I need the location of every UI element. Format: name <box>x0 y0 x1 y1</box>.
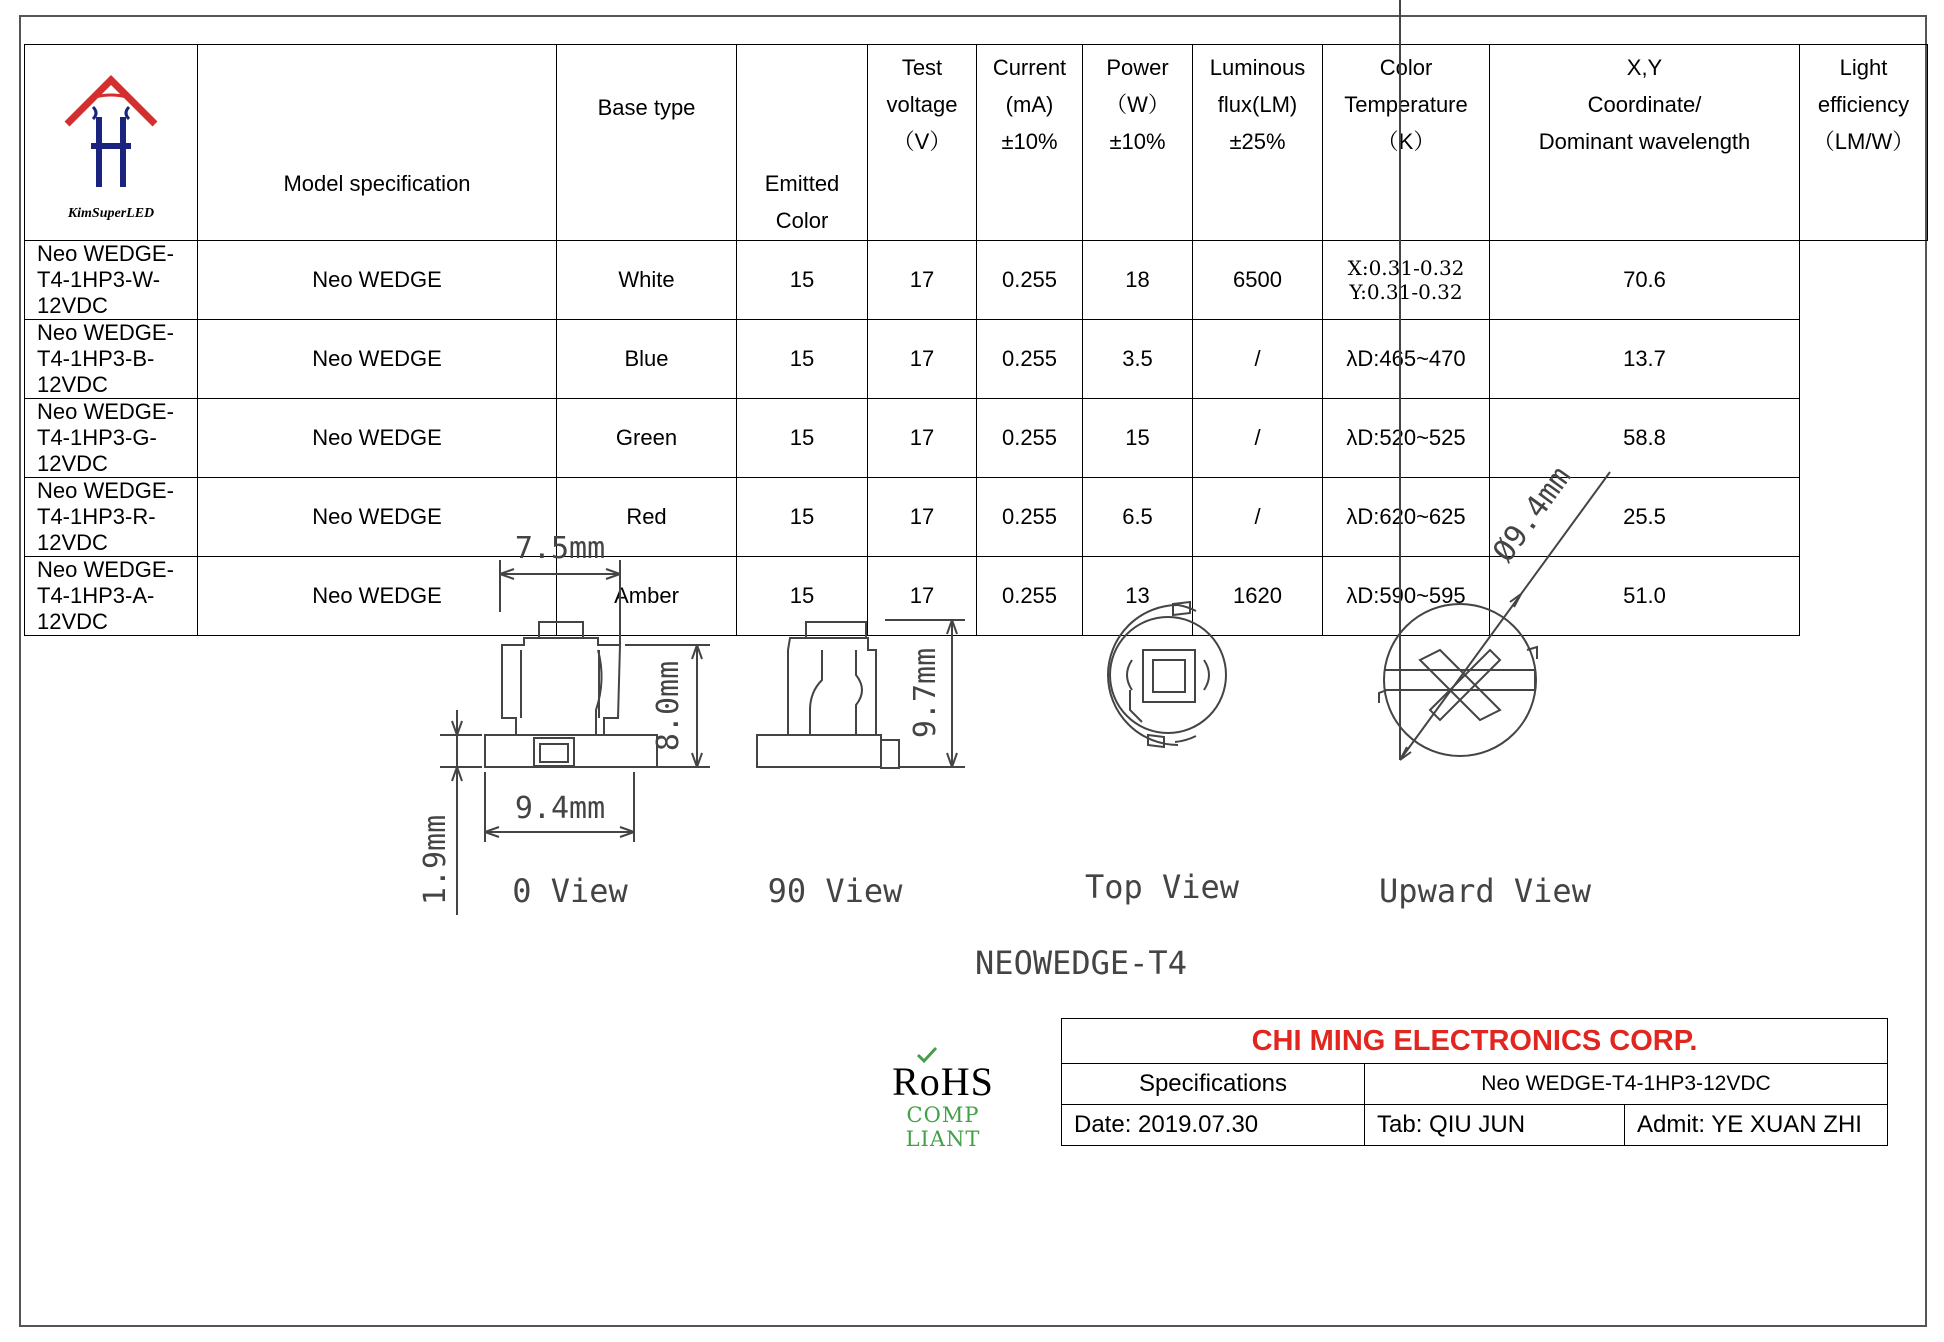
cell-xy: λD:465~470 <box>1323 320 1490 399</box>
dim-height-90-label: 9.7mm <box>908 647 943 739</box>
cell-color: Blue <box>557 320 737 399</box>
dim-diameter-label: Ø9.4mm <box>1486 460 1579 569</box>
top-view-drawing <box>1108 602 1226 747</box>
header-color: Emitted Color <box>737 45 868 241</box>
header-xy: X,Y Coordinate/ Dominant wavelength <box>1490 45 1800 241</box>
header-voltage: Test voltage （V） <box>868 45 977 241</box>
header-efficiency: Light efficiency （LM/W） <box>1800 45 1928 241</box>
header-base: Base type <box>557 45 737 241</box>
dim-base-height-label: 1.9mm <box>418 814 453 906</box>
cell-color: White <box>557 241 737 320</box>
cell-base: Neo WEDGE <box>198 478 557 557</box>
admit-field: Admit: YE XUAN ZHI <box>1625 1105 1888 1146</box>
cell-base: Neo WEDGE <box>198 399 557 478</box>
date-field: Date: 2019.07.30 <box>1062 1105 1365 1146</box>
cell-efficiency: 58.8 <box>1490 399 1800 478</box>
cell-color: Green <box>557 399 737 478</box>
cell-base: Neo WEDGE <box>198 320 557 399</box>
cell-efficiency: 25.5 <box>1490 478 1800 557</box>
cell-color: Amber <box>557 557 737 636</box>
cell-model: Neo WEDGE-T4-1HP3-R-12VDC <box>25 478 198 557</box>
header-flux: Luminous flux(LM) ±25% <box>1193 45 1323 241</box>
view-0-label: 0 View <box>512 872 628 910</box>
cell-xy: λD:620~625 <box>1323 478 1490 557</box>
header-temp: Color Temperature （K） <box>1323 45 1490 241</box>
logo-text: KimSuperLED <box>67 206 155 221</box>
title-block <box>1061 1018 1888 1146</box>
cell-efficiency: 70.6 <box>1490 241 1800 320</box>
view-90-label: 90 View <box>767 872 903 910</box>
cell-efficiency: 13.7 <box>1490 320 1800 399</box>
cell-voltage: 15 <box>737 399 868 478</box>
rohs-main-text: RoHS <box>892 1059 994 1104</box>
rohs-badge <box>868 1058 1018 1151</box>
cell-power: 0.255 <box>977 478 1083 557</box>
cell-flux: 18 <box>1083 241 1193 320</box>
view-top-label: Top View <box>1084 868 1240 906</box>
cell-current: 17 <box>868 557 977 636</box>
tab-field: Tab: QIU JUN <box>1365 1105 1625 1146</box>
spec-value: Neo WEDGE-T4-1HP3-12VDC <box>1365 1064 1888 1105</box>
header-current: Current (mA) ±10% <box>977 45 1083 241</box>
upward-view-drawing <box>1379 0 1610 760</box>
spec-label: Specifications <box>1062 1064 1365 1105</box>
cell-power: 0.255 <box>977 399 1083 478</box>
cell-temp: / <box>1193 478 1323 557</box>
cell-flux: 6.5 <box>1083 478 1193 557</box>
cell-efficiency: 51.0 <box>1490 557 1800 636</box>
cell-flux: 13 <box>1083 557 1193 636</box>
cell-temp: / <box>1193 320 1323 399</box>
cell-xy: X:0.31-0.32 Y:0.31-0.32 <box>1323 241 1490 320</box>
rohs-sub-text: COMP LIANT <box>905 1103 981 1151</box>
dim-base-width-label: 9.4mm <box>514 791 606 826</box>
cell-model: Neo WEDGE-T4-1HP3-B-12VDC <box>25 320 198 399</box>
cell-temp: 1620 <box>1193 557 1323 636</box>
header-power: Power （W） ±10% <box>1083 45 1193 241</box>
cell-power: 0.255 <box>977 320 1083 399</box>
cell-model: Neo WEDGE-T4-1HP3-W-12VDC <box>25 241 198 320</box>
cell-color: Red <box>557 478 737 557</box>
cell-voltage: 15 <box>737 241 868 320</box>
cell-current: 17 <box>868 478 977 557</box>
cell-temp: / <box>1193 399 1323 478</box>
cell-current: 17 <box>868 399 977 478</box>
cell-voltage: 15 <box>737 478 868 557</box>
cell-current: 17 <box>868 241 977 320</box>
cell-power: 0.255 <box>977 557 1083 636</box>
check-mark-icon <box>916 1046 938 1064</box>
header-model: Model specification <box>198 45 557 241</box>
cell-model: Neo WEDGE-T4-1HP3-A-12VDC <box>25 557 198 636</box>
cell-model: Neo WEDGE-T4-1HP3-G-12VDC <box>25 399 198 478</box>
cell-flux: 15 <box>1083 399 1193 478</box>
cell-voltage: 15 <box>737 557 868 636</box>
cell-flux: 3.5 <box>1083 320 1193 399</box>
cell-base: Neo WEDGE <box>198 557 557 636</box>
cell-voltage: 15 <box>737 320 868 399</box>
cell-power: 0.255 <box>977 241 1083 320</box>
cell-base: Neo WEDGE <box>198 241 557 320</box>
view-upward-label: Upward View <box>1379 872 1591 910</box>
company-name: CHI MING ELECTRONICS CORP. <box>1062 1019 1888 1064</box>
cell-current: 17 <box>868 320 977 399</box>
cell-temp: 6500 <box>1193 241 1323 320</box>
cell-xy: λD:520~525 <box>1323 399 1490 478</box>
dim-top-width-label: 7.5mm <box>514 531 606 566</box>
dim-height-0-label: 8.0mm <box>651 660 686 752</box>
cell-xy: λD:590~595 <box>1323 557 1490 636</box>
part-name-label: NEOWEDGE-T4 <box>975 944 1187 982</box>
